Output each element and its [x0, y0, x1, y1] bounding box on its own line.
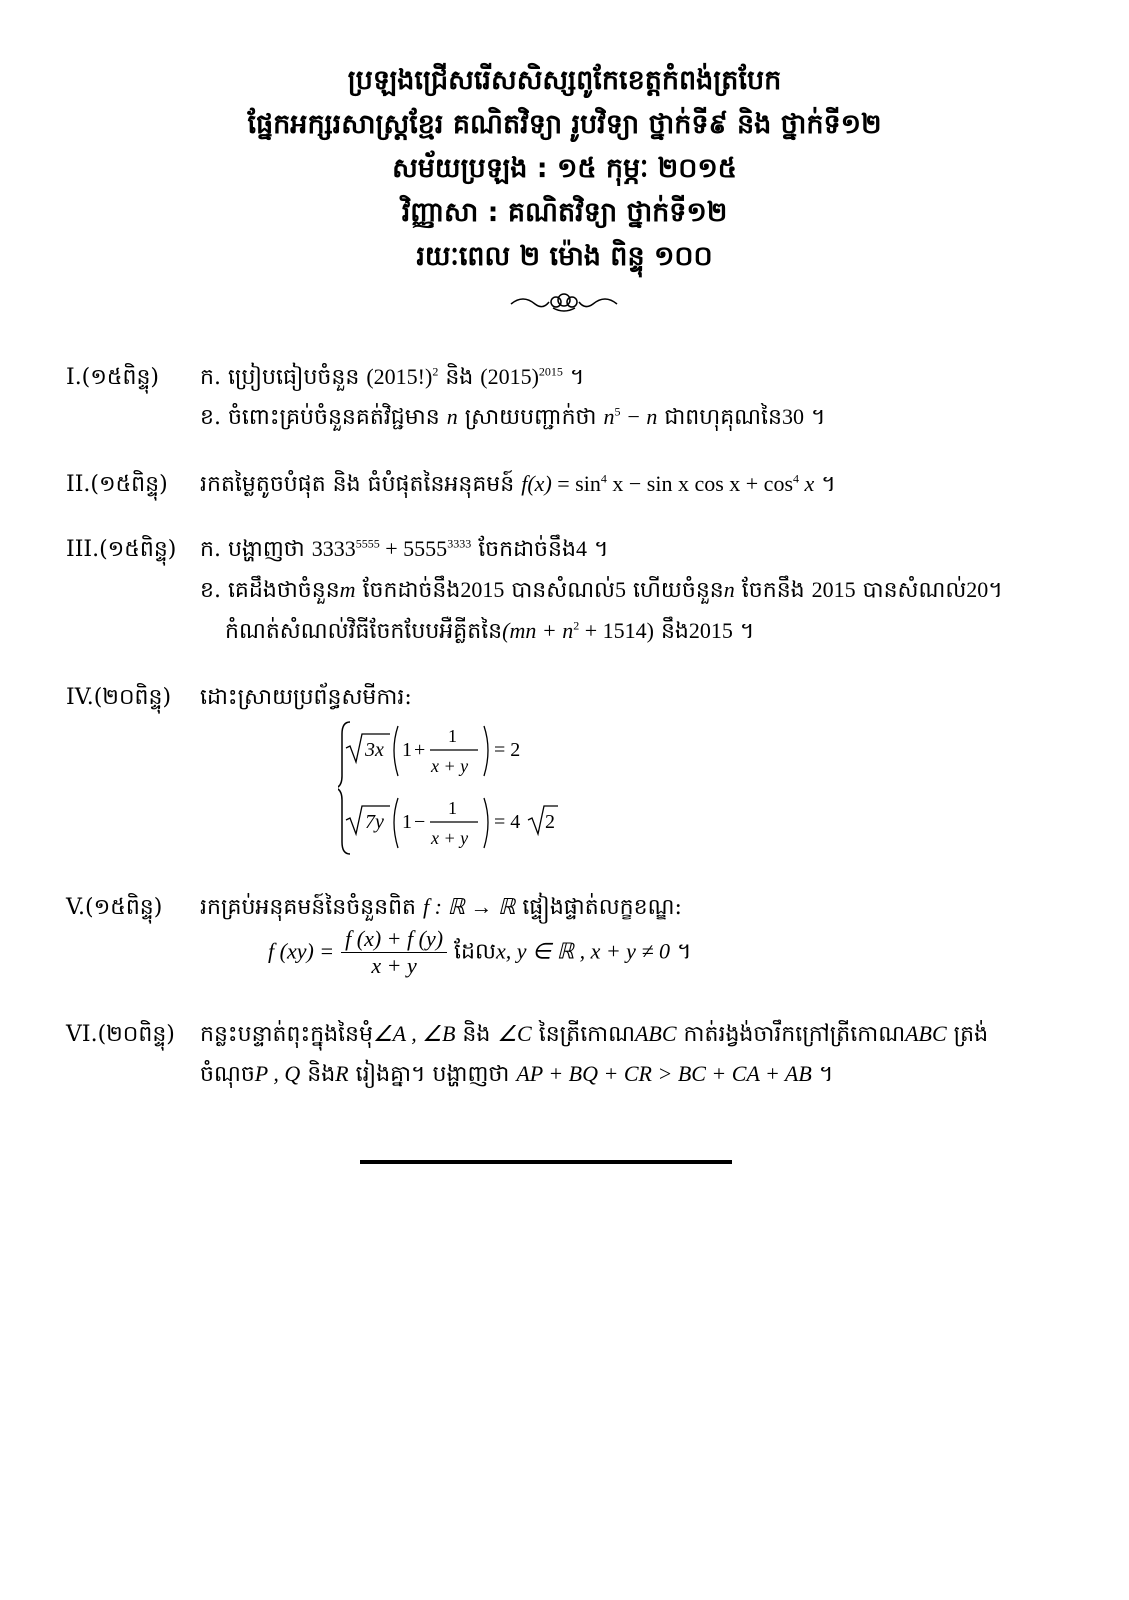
- eq2-den: x + y: [431, 828, 469, 848]
- eq1-op: +: [414, 739, 426, 761]
- decorative-ornament-icon: [509, 290, 619, 314]
- eq2-rhs-root: 2: [545, 811, 555, 833]
- problem-5-label: V.(១៥ពិន្ទុ): [66, 895, 163, 920]
- problem-4-text: ដោះស្រាយប្រព័ន្ធសមីការ:: [200, 685, 412, 710]
- problem-4-label: IV.(២០ពិន្ទុ): [66, 685, 172, 710]
- problem-3b: ខ. គេដឹងថាចំនួនm ចែកដាច់នឹង2015 បានសំណល់5 ហើយចំនួនn ចែកនឹង 2015 បានសំណល់20។: [200, 577, 1003, 603]
- eq1-den: x + y: [431, 756, 469, 776]
- eq1-num: 1: [448, 726, 457, 746]
- problem-1b: ខ. ចំពោះគ្រប់ចំនួនគត់វិជ្ជមាន n ស្រាយបញ្ជាក់ថា $n^5 - n$ ជាពហុគុណនៃ30 ។: [200, 404, 826, 430]
- problem-6-line1: កន្លះបន្ទាត់ពុះក្នុងនៃមុំ∠A , ∠B និង ∠C នៃត្រីកោណABC កាត់រង្វង់ចារឹកក្រៅត្រីកោណABC ត្រង់: [200, 1021, 989, 1047]
- problem-2: រកតម្លៃតូចបំផុត និង ធំបំផុតនៃអនុគមន៍ $f(x) = \sin^4 x - \sin x$ $\cos x + \cos^4 x$ ។: [200, 471, 836, 497]
- eq1-root: 3x: [365, 739, 384, 761]
- exam-subtitle: ផ្នែកអក្សរសាស្ត្រខ្មែរ គណិតវិទ្យា រូបវិទ្យា ថ្នាក់ទី៩ និង ថ្នាក់ទី១២: [247, 109, 882, 140]
- end-divider: [360, 1160, 732, 1164]
- eq2-rhs: = 4: [494, 811, 521, 833]
- eq1-one: 1: [402, 739, 412, 761]
- problem-1-label: I.(១៥ពិន្ទុ): [66, 365, 160, 390]
- problem-6-label: VI.(២០ពិន្ទុ): [66, 1022, 175, 1047]
- eq2-one: 1: [402, 811, 412, 833]
- eq2-root: 7y: [365, 811, 384, 833]
- problem-3c: កំណត់សំណល់វិធីចែកបែបអឺគ្លីតនៃ$(mn + n^2 + 1514)$ នឹង2015 ។: [225, 618, 755, 644]
- eq1-rhs: = 2: [494, 739, 521, 761]
- exam-title: ប្រឡងជ្រើសរើសសិស្សពូកែខេត្តកំពង់ត្របែក: [347, 65, 782, 96]
- problem-3a: ក. បង្ហាញថា $3333^{5555} + 5555^{3333}$ ចែកដាច់នឹង4 ។: [200, 536, 609, 562]
- exam-duration: រយៈពេល ២ ម៉ោង ពិន្ទុ ១០០: [416, 241, 713, 272]
- problem-6-line2: ចំណុចP , Q និងR រៀងគ្នា។ បង្ហាញថា AP + BQ + CR > BC + CA + AB ។: [200, 1061, 834, 1087]
- exam-date: សម័យប្រឡង : ១៥ កុម្ភៈ ២០១៥: [392, 153, 737, 184]
- exam-subject: វិញ្ញាសា : គណិតវិទ្យា ថ្នាក់ទី១២: [401, 197, 728, 228]
- problem-5-text: រកគ្រប់អនុគមន៍នៃចំនួនពិត f : ℝ → ℝ ផ្ទៀងផ្ទាត់លក្ខខណ្ឌ:: [200, 894, 682, 920]
- problem-3-label: III.(១៥ពិន្ទុ): [66, 537, 177, 562]
- problem-1a: ក. ប្រៀបធៀបចំនួន $(2015!)^2$ និង $(2015)^{2015}$ ។: [200, 364, 585, 390]
- eq2-op: −: [414, 811, 426, 833]
- problem-2-label: II.(១៥ពិន្ទុ): [66, 472, 168, 497]
- eq2-num: 1: [448, 798, 457, 818]
- equation-system: [338, 718, 578, 858]
- functional-equation: f (xy) = $\frac{f (x) + f (y)}{x + y}$ ដែលx, y ∈ ℝ , x + y ≠ 0 ។: [268, 926, 692, 978]
